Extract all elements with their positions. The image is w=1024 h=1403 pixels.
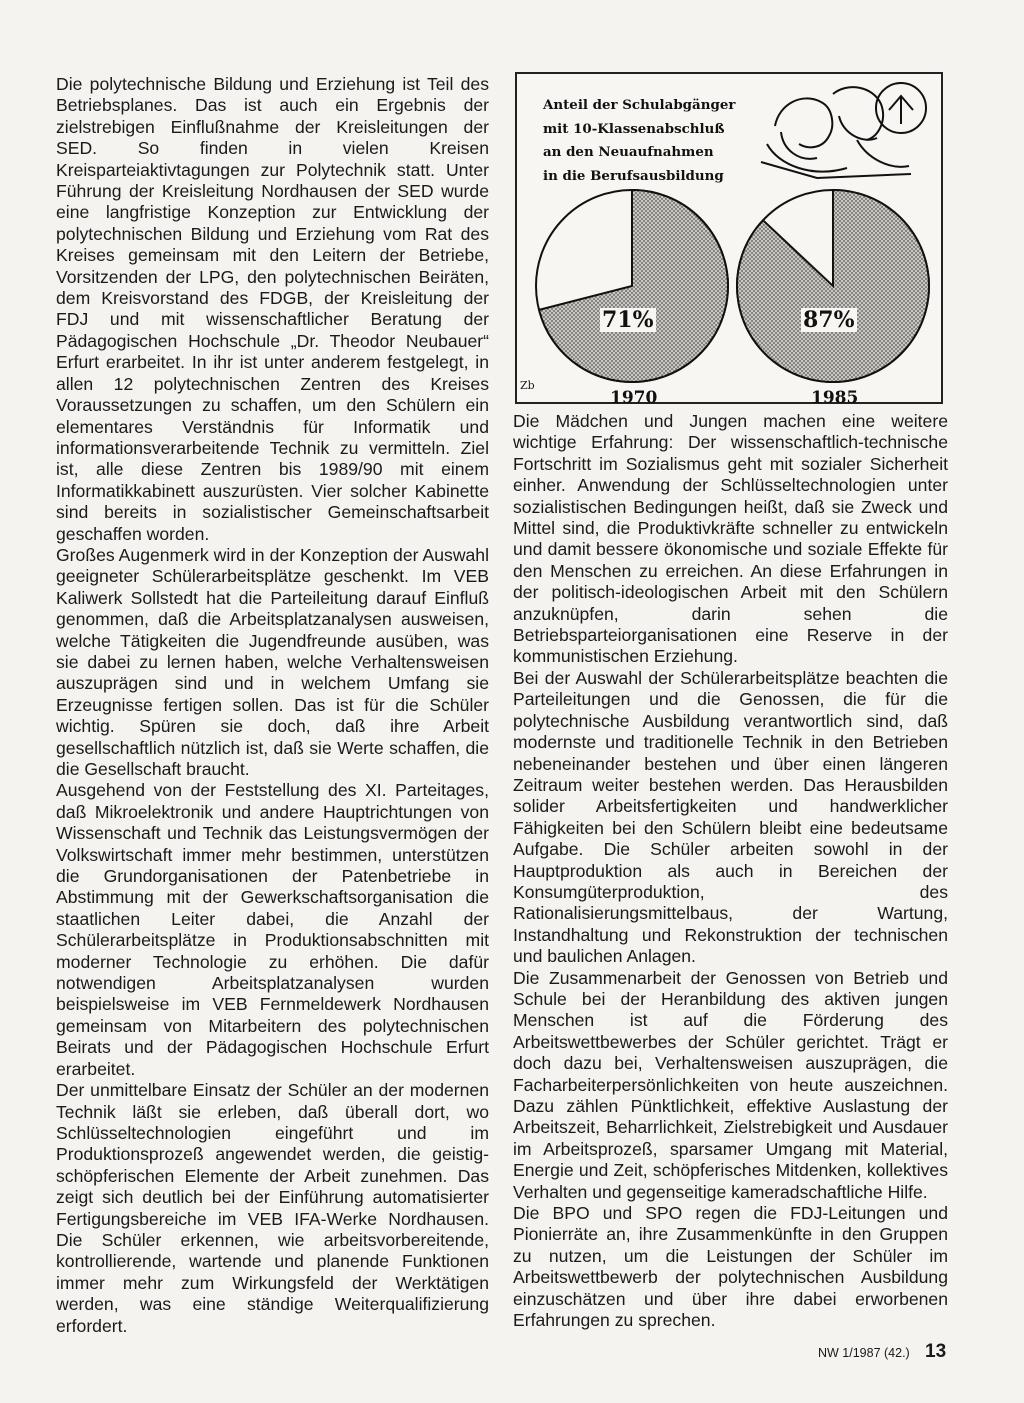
pie-year-label: 1970 <box>610 388 658 408</box>
pie-value-label: 87% <box>803 307 855 333</box>
chart-title-line: Anteil der Schulabgänger <box>543 97 736 113</box>
students-illustration <box>761 83 926 178</box>
pie-chart-infographic <box>515 72 943 408</box>
paragraph: Die Mädchen und Jungen machen eine weitere wichtige Erfahrung: Der wissenschaftlich-technische Fortschritt im Sozialismus geht mit sozialer Sicherheit einher. Anwendung der Schlüsseltechnologien unter sozialistischen Bedingungen heißt, daß sie Zweck und Mittel sind, die Produktivkräfte schneller zu entwickeln und damit bessere ökonomische und soziale Effekte für den Menschen zu erreichen. An diese Erfahrungen in der politisch-ideologischen Arbeit mit den Schülern anzuknüpfen, darin sehen die Betriebsparteiorganisationen eine Reserve in der kommunistischen Erziehung. <box>513 411 948 667</box>
paragraph: Die BPO und SPO regen die FDJ-Leitungen und Pionierräte an, ihre Zusammenkünfte in den Gruppen zu nutzen, um die Leistungen der Schüler im Arbeitswettbewerb der polytechnischen Ausbildung einzuschätzen und über ihre dabei erworbenen Erfahrungen zu sprechen. <box>513 1203 948 1331</box>
paragraph: Großes Augenmerk wird in der Konzeption der Auswahl geeigneter Schülerarbeitsplätze geschenkt. Im VEB Kaliwerk Sollstedt hat die Parteileitung darauf Einfluß genommen, daß die Arbeitsplatzanalysen ausweisen, welche Tätigkeiten die Jugendfreunde ausüben, was sie dabei zu lernen haben, welche Verhaltensweisen auszuprägen sind und in welchem Umfang sie Erzeugnisse fertigen sollen. Das ist für die Schüler wichtig. Spüren sie doch, daß ihre Arbeit gesellschaftlich nützlich ist, daß sie Werte schaffen, die die Gesellschaft braucht. <box>56 544 489 779</box>
chart-title-line: an den Neuaufnahmen <box>543 144 714 160</box>
paragraph: Ausgehend von der Feststellung des XI. Parteitages, daß Mikroelektronik und andere Hauptrichtungen von Wissenschaft und Technik das Leistungsvermögen der Volkswirtschaft immer mehr bestimmen, unterstützen die Grundorganisationen der Patenbetriebe in Abstimmung mit der Gewerkschaftsorganisation die staatlichen Leiter dabei, die Anzahl der Schülerarbeitsplätze in Produktionsabschnitten mit moderner Technologie zu erhöhen. Die dafür notwendigen Arbeitsplatzanalysen wurden beispielsweise im VEB Fernmeldewerk Nordhausen gemeinsam von Mitarbeitern des polytechnischen Beirats und der Pädagogischen Hochschule Erfurt erarbeitet. <box>56 780 489 1079</box>
chart-svg <box>517 74 941 402</box>
right-text-column <box>513 411 948 1331</box>
paragraph: Die polytechnische Bildung und Erziehung ist Teil des Betriebsplanes. Das ist auch ein Ergebnis der zielstrebigen Einflußnahme der Kreisleitungen der SED. So finden in vielen Kreisen Kreisparteiaktivtagungen zur Polytechnik statt. Unter Führung der Kreisleitung Nordhausen der SED wurde eine langfristige Konzeption zur Entwicklung der polytechnischen Bildung und Erziehung vom Rat des Kreises gemeinsam mit den Leitern der Betriebe, Vorsitzenden der LPG, den polytechnischen Beiräten, dem Kreisvorstand des FDGB, der Kreisleitung der FDJ und mit wissenschaftlicher Beratung der Pädagogischen Hochschule „Dr. Theodor Neubauer“ Erfurt erarbeitet. In ihr ist unter anderem festgelegt, in allen 12 polytechnischen Zentren des Kreises Voraussetzungen zu schaffen, um den Schülern ein elementares Verständnis für Informatik und informationsverarbeitende Technik zu vermitteln. Ziel ist, alle diese Zentren bis 1989/90 mit einem Informatikkabinett auszurüsten. Vier solcher Kabinette sind bereits in sozialistischer Gemeinschaftsarbeit geschaffen worden. <box>56 74 489 544</box>
pie-value-label: 71% <box>602 307 654 333</box>
issue-reference: NW 1/1987 (42.) <box>818 1346 910 1360</box>
page-number: 13 <box>925 1341 947 1362</box>
artist-mark: Zb <box>520 379 535 392</box>
paragraph: Der unmittelbare Einsatz der Schüler an der modernen Technik läßt sie erleben, daß überall dort, wo Schlüsseltechnologien eingeführt und im Produktionsprozeß angewendet werden, die geistig-schöpferischen Elemente der Arbeit zunehmen. Das zeigt sich deutlich bei der Einführung automatisierter Fertigungsbereiche im VEB IFA-Werke Nordhausen. Die Schüler erkennen, wie arbeitsvorbereitende, kontrollierende, wartende und planende Funktionen immer mehr zum Wirkungsfeld der Werktätigen werden, was eine ständige Weiterqualifizierung erfordert. <box>56 1080 489 1336</box>
pie-year-label: 1985 <box>811 388 859 408</box>
paragraph: Die Zusammenarbeit der Genossen von Betrieb und Schule bei der Heranbildung des aktiven jungen Menschen ist auf die Förderung des Arbeitswettbewerbes der Schüler gerichtet. Trägt er doch dazu bei, Verhaltensweisen auszuprägen, die Facharbeiterpersönlichkeiten von heute auszeichnen. Dazu zählen Pünktlichkeit, effektive Auslastung der Arbeitszeit, Beharrlichkeit, Zielstrebigkeit und Ausdauer im Arbeitsprozeß, sparsamer Umgang mit Material, Energie und Zeit, schöpferisches Mitdenken, kollektives Verhalten und gegenseitige kameradschaftliche Hilfe. <box>513 967 948 1202</box>
chart-title-line: in die Berufsausbildung <box>543 167 724 184</box>
left-text-column <box>56 74 489 1337</box>
chart-title-line: mit 10-Klassenabschluß <box>543 120 725 137</box>
paragraph: Bei der Auswahl der Schülerarbeitsplätze beachten die Parteileitungen und die Genossen, die für die polytechnische Ausbildung verantwortlich sind, daß modernste und traditionelle Technik in den Betrieben nebeneinander bestehen und über einen längeren Zeitraum weiter bestehen werden. Das Herausbilden solider Arbeitsfertigkeiten und handwerklicher Fähigkeiten bei den Schülern bleibt eine bedeutsame Aufgabe. Die Schüler arbeiten sowohl in der Hauptproduktion als auch in Bereichen der Konsumgüterproduktion, des Rationalisierungsmittelbaus, der Wartung, Instandhaltung und Rekonstruktion der technischen und baulichen Anlagen. <box>513 667 948 967</box>
